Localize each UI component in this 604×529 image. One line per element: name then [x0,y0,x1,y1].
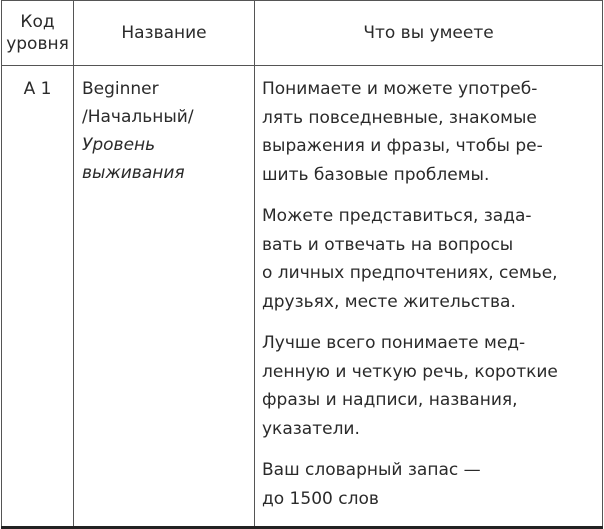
text-line: о личных предпочтениях, семье, [262,263,558,283]
name-line-italic: Уровень [82,135,156,155]
level-description [255,66,603,528]
text-line: фразы и надписи, названия, [262,390,518,410]
text-line: до 1500 слов [262,488,379,509]
description-paragraph [262,75,602,189]
description-paragraph [262,202,602,316]
level-name [74,66,255,528]
text-line: Можете представиться, зада- [262,206,532,226]
text-line: ленную и четкую речь, короткие [262,361,558,382]
header-level-code [2,1,74,66]
text-line: лять повседневные, знакомые [262,107,537,128]
text-line: вать и отвечать на вопросы [262,234,514,255]
header-skills: Что вы умеете [255,1,603,66]
description-paragraph [262,456,602,513]
header-name: Название [74,1,255,66]
text-line: указатели. [262,418,360,439]
table-header-row [2,1,603,66]
header-code-line: уровня [6,34,69,54]
text-line: друзьях, месте жительства. [262,291,516,312]
text-line: Ваш словарный запас — [262,460,481,480]
name-line-italic: выживания [82,163,185,183]
text-line: Понимаете и можете употреб- [262,79,538,99]
cefr-level-table [1,0,603,529]
text-line: шить базовые проблемы. [262,164,490,185]
level-code: A 1 [2,66,74,528]
description-paragraph [262,329,602,443]
text-line: выражения и фразы, чтобы ре- [262,136,543,156]
table-row [2,66,603,528]
name-line: /Начальный/ [82,107,194,127]
name-line: Beginner [82,79,159,99]
header-code-line: Код [20,12,55,32]
text-line: Лучше всего понимаете мед- [262,333,526,353]
